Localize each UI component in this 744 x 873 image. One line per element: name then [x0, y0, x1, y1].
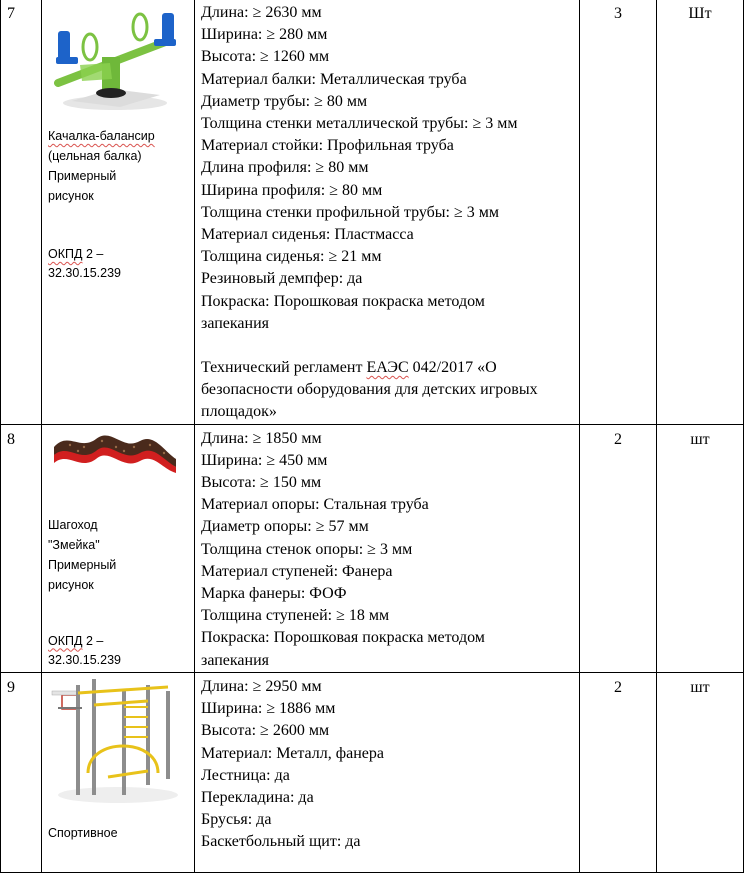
spec-line: Высота: ≥ 2600 мм — [201, 722, 330, 740]
spec-line: Высота: ≥ 1260 мм — [201, 48, 330, 66]
spec-line: Перекладина: да — [201, 788, 314, 806]
okpd-code — [48, 245, 121, 283]
spec-line: Высота: ≥ 150 мм — [201, 474, 322, 492]
table-row-7 — [1, 0, 744, 424]
spec-line: Диаметр опоры: ≥ 57 мм — [201, 518, 369, 536]
quantity: 2 — [580, 424, 657, 672]
item-cell — [42, 424, 195, 672]
spec-line: Толщина стенки металлической трубы: ≥ 3 мм — [201, 115, 518, 133]
okpd-suffix: 2 – — [82, 247, 104, 261]
spec-line: Толщина ступеней: ≥ 18 мм — [201, 607, 390, 625]
spec-line: Покраска: Порошковая покраска методом запекания — [201, 629, 485, 669]
item-cell — [42, 0, 195, 424]
item-cell — [42, 672, 195, 872]
specifications-cell — [195, 424, 580, 672]
row-number: 9 — [1, 672, 42, 872]
spec-line: Длина: ≥ 1850 мм — [201, 429, 322, 447]
spec-line: Материал ступеней: Фанера — [201, 562, 393, 580]
spec-line: Лестница: да — [201, 766, 290, 784]
specifications-cell — [195, 672, 580, 872]
row-number: 8 — [1, 424, 42, 672]
item-name-line: Примерный — [48, 557, 117, 572]
row-number: 7 — [1, 0, 42, 424]
okpd-code — [48, 632, 121, 670]
spec-line: Материал опоры: Стальная труба — [201, 496, 429, 514]
unit: Шт — [657, 0, 744, 424]
okpd-suffix: 2 – — [82, 633, 104, 648]
spec-line: Марка фанеры: ФОФ — [201, 585, 347, 603]
spec-line: Материал сиденья: Пластмасса — [201, 226, 414, 244]
unit: шт — [657, 672, 744, 872]
spec-line: Баскетбольный щит: да — [201, 833, 361, 851]
regulation-mark: ЕАЭС — [366, 359, 409, 377]
spec-line: Диаметр трубы: ≥ 80 мм — [201, 92, 368, 110]
spec-line: Толщина сиденья: ≥ 21 мм — [201, 248, 382, 266]
regulation-text — [201, 357, 571, 424]
snake-stepper-image — [50, 429, 180, 489]
spec-line: Толщина стенок опоры: ≥ 3 мм — [201, 540, 413, 558]
specifications-cell — [195, 0, 580, 424]
spec-line: Длина: ≥ 2630 мм — [201, 4, 322, 21]
item-name-line: Спортивное — [48, 825, 118, 840]
seesaw-image — [50, 5, 180, 115]
spec-line: Ширина: ≥ 280 мм — [201, 26, 328, 44]
sports-complex-image — [48, 677, 184, 807]
spec-line: Длина: ≥ 2950 мм — [201, 677, 322, 695]
okpd-number: 32.30.15.239 — [48, 266, 121, 280]
spec-line: Ширина: ≥ 1886 мм — [201, 700, 336, 718]
table-row-8 — [1, 424, 744, 672]
table-row-9 — [1, 672, 744, 872]
quantity: 3 — [580, 0, 657, 424]
item-name-line: рисунок — [48, 189, 94, 203]
item-name-line: "Змейка" — [48, 537, 100, 552]
item-name-line: (цельная балка) — [48, 149, 142, 163]
spec-line: Материал: Металл, фанера — [201, 744, 384, 762]
okpd-label: ОКПД — [48, 247, 83, 261]
unit: шт — [657, 424, 744, 672]
okpd-number: 32.30.15.239 — [48, 652, 121, 667]
spec-line: Материал балки: Металлическая труба — [201, 70, 467, 88]
regulation-suffix: 042/2017 «О безопасности оборудования для детских игровых площадок» — [201, 359, 538, 421]
spec-line: Ширина профиля: ≥ 80 мм — [201, 181, 383, 199]
spec-line: Резиновый демпфер: да — [201, 270, 363, 288]
spec-line: Толщина стенки профильной трубы: ≥ 3 мм — [201, 203, 500, 221]
item-name-line: Шагоход — [48, 517, 98, 532]
spec-line: Ширина: ≥ 450 мм — [201, 451, 328, 469]
spec-line: Брусья: да — [201, 811, 272, 829]
item-name-line: Качалка-балансир — [48, 129, 155, 143]
okpd-label: ОКПД — [48, 633, 83, 648]
spec-line: Материал стойки: Профильная труба — [201, 137, 454, 155]
quantity: 2 — [580, 672, 657, 872]
item-name-line: рисунок — [48, 577, 94, 592]
regulation-prefix: Технический регламент — [201, 359, 367, 377]
spec-line: Покраска: Порошковая покраска методом запекания — [201, 292, 485, 332]
spec-line: Длина профиля: ≥ 80 мм — [201, 159, 369, 177]
item-name-line: Примерный — [48, 169, 117, 183]
